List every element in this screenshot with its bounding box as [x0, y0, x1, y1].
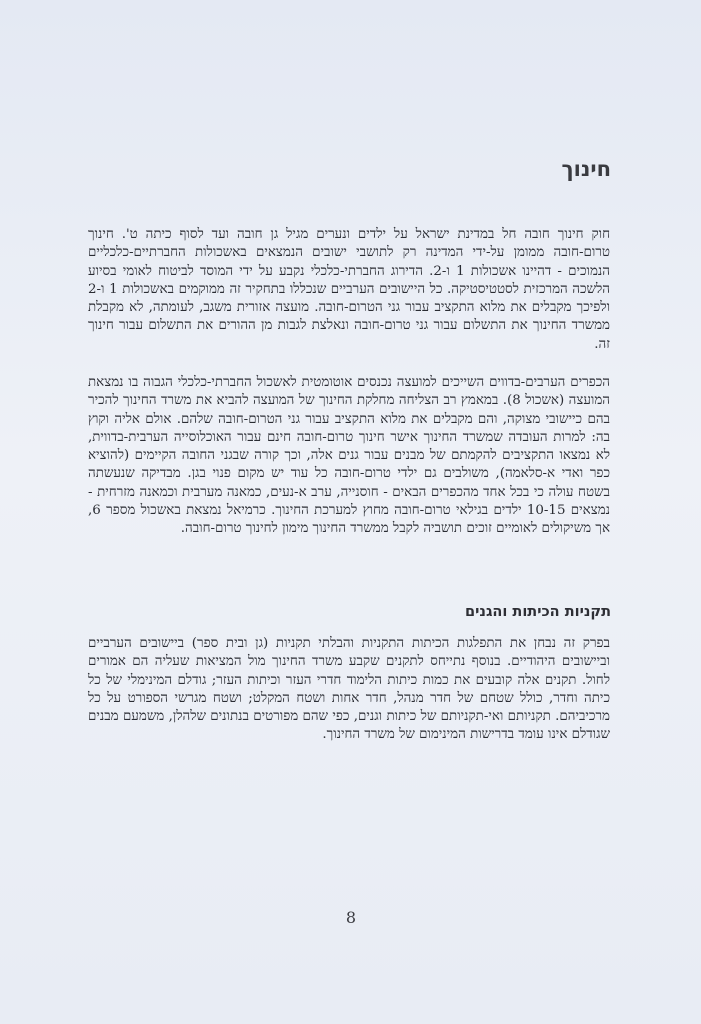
- paragraph-standards: בפרק זה נבחן את התפלגות הכיתות התקניות והבלתי תקניות (גן ובית ספר) ביישובים הערביים וביישובים היהודיים. בנוסף נתייחס לתקנים שקבע משרד החינוך מול המציאות שעליה הם אמורים לחול. תקנים אלה קובעים את כמות כיתות הלימוד חדרי העזר וכיתות העזר; גודלם המינימלי של כל כיתה וחדר, כולל שטחם של חדר מנהל, חדר אחות ושטח המקלט; ושטח מגרשי הספורט על כל מרכיביהם. תקניותם ואי-תקניותם של כיתות וגנים, כפי שהם מפורטים בנתונים שלהלן, משמעם מבנים שגודלם אינו עומד בדרישות המינימום של משרד החינוך.: [88, 636, 610, 743]
- subsection-title: תקניות הכיתות והגנים: [465, 604, 611, 620]
- section-title: חינוך: [561, 157, 611, 181]
- page-number: 8: [345, 908, 357, 927]
- paragraph-bedouin-villages: הכפרים הערבים-בדווים השייכים למועצה נכנסים אוטומטית לאשכול החברתי-כלכלי הגבוה בו נמצאת המועצה (אשכול 8). במאמץ רב הצליחה מחלקת החינוך של המועצה להביא את משרד החינוך להכיר בהם כיישובי מצוקה, והם מקבלים את מלוא התקציב עבור גני הטרום-חובה שלהם. אולם אליה וקוץ בה: למרות העובדה שמשרד החינוך אישר חינוך טרום-חובה חינם עבור האוכלוסייה הערבית-בדווית, לא נמצאו התקציבים להקמתם של מבנים עבור גנים אלה, וכך קורה שבגני החובה הקיימים (להוציא כפר ואדי א-סלאמה), משולבים גם ילדי טרום-חובה כל עוד יש מקום פנוי בגן. מבדיקה שנעשתה בשטח עולה כי בכל אחד מהכפרים הבאים - חוסנייה, ערב א-נעים, כמאנה מערבית וכמאנה מזרחית - נמצאים 10-15 ילדים בגילאי טרום-חובה מחוץ למערכת החינוך. כרמיאל נמצאת באשכול מספר 6, אך משיקולים לאומיים זוכים תושביה לקבל ממשרד החינוך מימון לחינוך טרום-חובה.: [88, 375, 610, 537]
- paragraph-funding: חוק חינוך חובה חל במדינת ישראל על ילדים ונערים מגיל גן חובה ועד לסוף כיתה ט'. חינוך טרום-חובה ממומן על-ידי המדינה רק לתושבי ישובים הנמצאים באשכולות החברתיים-כלכליים הנמוכים - דהיינו אשכולות 1 ו-2. הדירוג החברתי-כלכלי נקבע על ידי המוסד לביטוח לאומי בסיוע הלשכה המרכזית לסטטיסטיקה. כל היישובים הערביים שנכללו בתחקיר זה ממוקמים באשכולות 1 ו-2 ולפיכך מקבלים את מלוא התקציב עבור גני הטרום-חובה. מועצה אזורית משגב, לעומתה, לא מקבלת ממשרד החינוך את התשלום עבור גני טרום-חובה ונאלצת לגבות מן ההורים את התשלום עבור חינוך זה.: [88, 227, 610, 352]
